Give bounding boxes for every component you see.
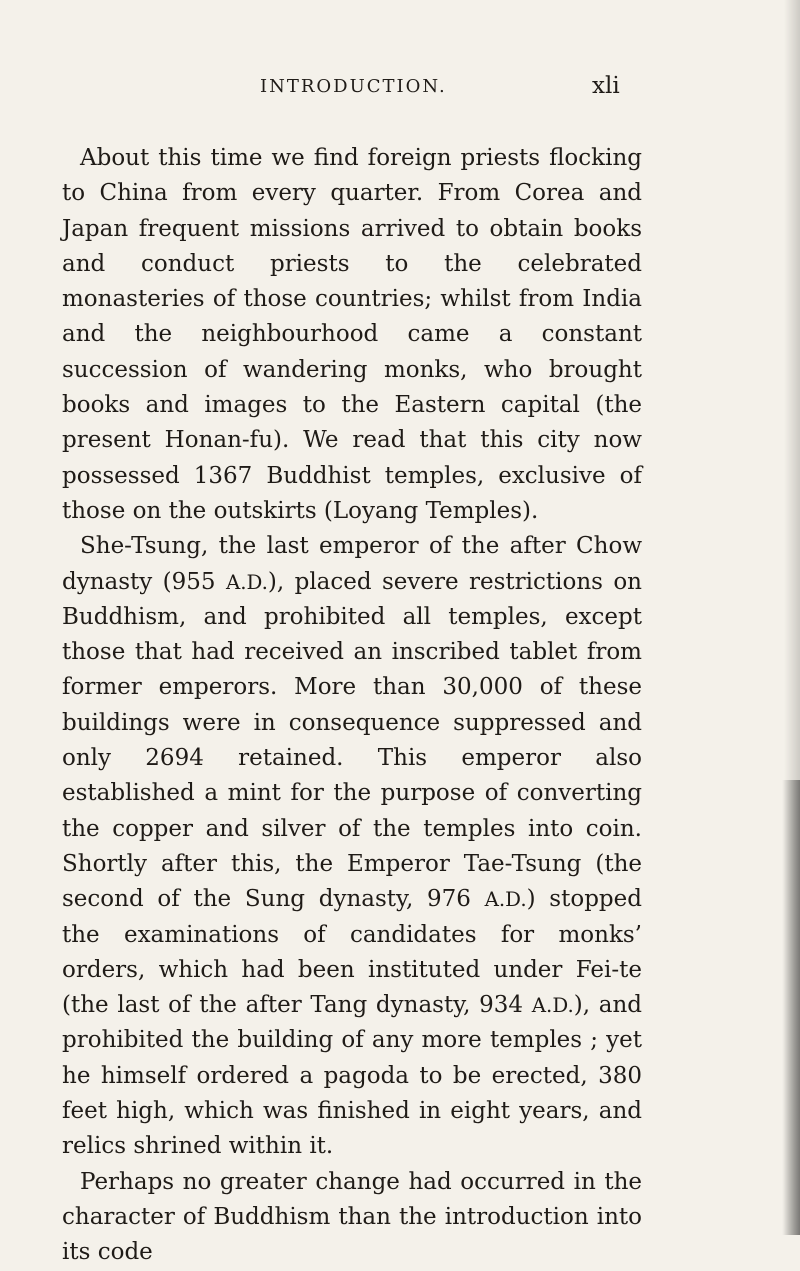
paragraph-2-text-b: ), placed severe restrictions on Buddhism, and prohibited all temples, except those that had received an inscribed tablet from former emperors. More than 30,000 of these buildings were in consequence suppressed and only 2694 retained. This emperor also established a mint for the purpose of converting the copper and silver of the temples into coin. Shortly after this, the Emperor Tae-Tsung (the second of the Sung dynasty, 976 — [62, 568, 642, 913]
paragraph-2-text-a: She-Tsung, the last emperor of the after Chow dynasty (955 — [62, 533, 642, 595]
page-edge-dark — [782, 780, 800, 1235]
paragraph-2-text-d: ), and prohibited the building of any more temples ; yet he himself ordered a pagoda to be erected, 380 feet high, which was finished in eight years, and relics shrined within it. — [62, 992, 642, 1160]
era-marker-2: A.D. — [484, 888, 527, 912]
running-title: INTRODUCTION. — [260, 76, 447, 97]
paragraph-2-text-c: ) stopped the examinations of candidates for monks’ orders, which had been instituted under Fei-te (the last of the after Tang dynasty, 934 — [62, 886, 642, 1019]
page-header — [0, 73, 800, 106]
paragraph-2 — [62, 529, 642, 1164]
main-text — [62, 141, 642, 1271]
paragraph-1-text: About this time we find foreign priests flocking to China from every quarter. From Corea and Japan frequent missions arrived to obtain books and conduct priests to the celebrated monasteries of those countries; whilst from India and the neighbourhood came a constant succession of wandering monks, who brought books and images to the Eastern capital (the present Honan-fu). We read that this city now possessed 1367 Buddhist temples, exclusive of those on the outskirts (Loyang Temples). — [62, 145, 642, 524]
paragraph-3-text: Perhaps no greater change had occurred in the character of Buddhism than the introduction into its code — [62, 1168, 642, 1266]
era-marker-1: A.D. — [225, 570, 268, 594]
page-number: xli — [592, 73, 620, 99]
paragraph-3 — [62, 1165, 642, 1271]
paragraph-1 — [62, 141, 642, 529]
era-marker-3: A.D. — [531, 994, 574, 1018]
